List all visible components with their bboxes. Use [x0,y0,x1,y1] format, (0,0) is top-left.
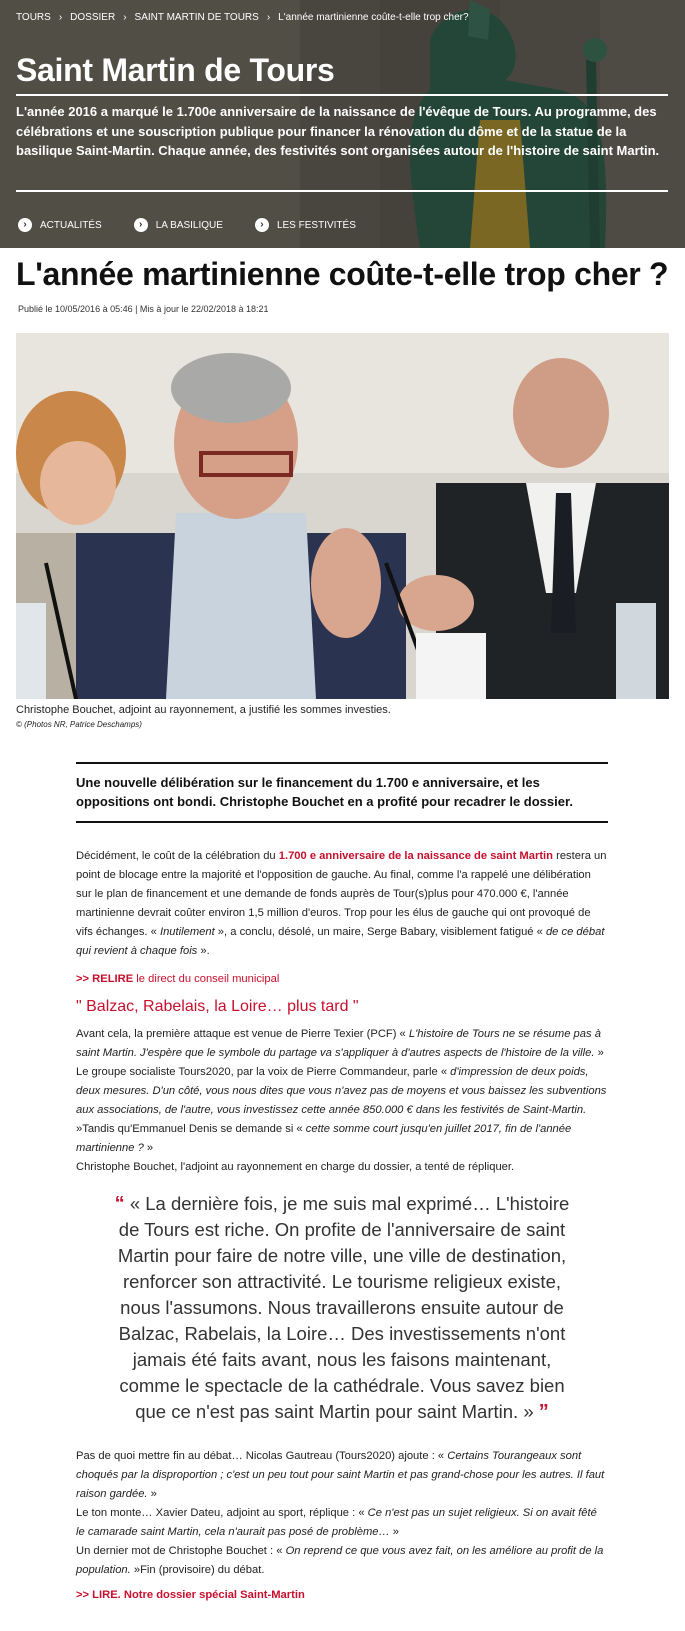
dossier-tabs [18,218,388,232]
breadcrumb-tours[interactable]: TOURS [16,12,51,23]
article-body [76,762,608,1605]
quote-text: de ce débat qui revient à chaque fois [76,926,605,957]
dossier-description: L'année 2016 a marqué le 1.700e anniversaire de la naissance de l'évêque de Tours. Au programme, des célébrations et une souscription publique pour financer la rénovation du dôme et de la statue de la basilique Saint-Martin. Chaque année, des festivités sont organisées autour de l'histoire de saint Martin. [16,104,660,158]
article-title: L'année martinienne coûte-t-elle trop cher ? [16,256,669,292]
text: Le groupe socialiste Tours2020, par la voix de Pierre Commandeur, parle « [76,1066,451,1078]
breadcrumb-dossier[interactable]: DOSSIER [70,12,116,23]
text: »Tandis qu'Emmanuel Denis se demande si « [76,1123,306,1135]
text: restera un point de blocage entre la majorité et l'opposition de gauche. Au final, comme l'a rappelé une délibération sur le plan de financement et une demande de fonds auprès de Tour(s)plus pour 470.000 €, l'année martinienne devrait coûter environ 1,5 million d'euros. Trop pour les élus de gauche qui ont provoqué de vifs échanges. « [76,850,607,938]
text: », a conclu, désolé, un maire, Serge Babary, visiblement fatigué « [214,926,546,938]
paragraph [76,1025,608,1177]
lire-line [76,1586,608,1605]
chevron-circle-icon: › [255,218,269,232]
quote-text: L'histoire de Tours ne se résume pas à saint Martin. J'espère que le symbole du partage va s'appliquer à d'autres aspects de l'histoire de la ville. [76,1028,601,1059]
chevron-circle-icon: › [134,218,148,232]
text: »Fin (provisoire) du débat. [130,1564,265,1576]
quote-text: Inutilement [159,926,215,938]
article-lead: Une nouvelle délibération sur le financement du 1.700 e anniversaire, et les oppositions ont bondi. Christophe Bouchet en a profité pour recadrer le dossier. [76,762,608,823]
quote-text: cette somme court jusqu'en juillet 2017, fin de l'année martinienne ? [76,1123,572,1154]
dossier-link[interactable]: >> LIRE. Notre dossier spécial Saint-Martin [76,1589,305,1601]
divider [16,94,668,96]
tab-la-basilique[interactable] [134,218,223,232]
subheading: " Balzac, Rabelais, la Loire… plus tard " [76,998,359,1015]
article-photo [16,333,669,699]
hero-banner [0,0,685,248]
photo-credit: © (Photos NR, Patrice Deschamps) [16,720,142,729]
text: Un dernier mot de Christophe Bouchet : « [76,1545,286,1557]
tab-label: ACTUALITÉS [40,219,102,231]
tab-les-festivites[interactable] [255,218,356,232]
paragraph [76,1447,608,1580]
tab-label: LES FESTIVITÉS [276,219,356,231]
paragraph [76,847,608,961]
chevron-right-icon: › [266,12,271,23]
text: » [143,1142,154,1154]
chevron-right-icon: › [58,12,63,23]
text: Pas de quoi mettre fin au débat… Nicolas Gautreau (Tours2020) ajoute : « [76,1450,448,1462]
open-quote-icon: “ [114,1193,125,1215]
relire-line [76,970,608,989]
anniversary-link[interactable]: 1.700 e anniversaire de la naissance de saint Martin [278,850,553,862]
text: » [147,1488,157,1500]
quote-text: d'impression de deux poids, deux mesures. D'un côté, vous nous dites que vous n'avez pas de moyens et vous baissez les subventions aux associations, de l'autre, vous investissez cette année 850.000 € dans les festivités de Saint-Martin. [76,1066,607,1116]
divider [16,190,668,192]
text: » [594,1047,604,1059]
breadcrumb-saint-martin[interactable]: SAINT MARTIN DE TOURS [134,12,259,23]
text: Avant cela, la première attaque est venue de Pierre Texier (PCF) « [76,1028,409,1040]
text: Le ton monte… Xavier Dateu, adjoint au sport, réplique : « [76,1507,368,1519]
breadcrumb [16,12,469,23]
pull-quote-text: « La dernière fois, je me suis mal exprimé… L'histoire de Tours est riche. On profite de l'anniversaire de saint Martin pour faire de notre ville, une ville de destination, renforcer son attractivité. Le tourisme religieux existe, nous l'assumons. Nous travaillerons ensuite autour de Balzac, Rabelais, la Loire… Des investissements n'ont jamais été faits avant, nous les faisons maintenant, comme le spectacle de la cathédrale. Vous savez bien que ce n'est pas saint Martin pour saint Martin. » [117,1193,570,1422]
quote-text: Ce n'est pas un sujet religieux. Si on avait fêté le camarade saint Martin, cela n'aurait pas posé de problème… [76,1507,597,1538]
tab-label: LA BASILIQUE [155,219,223,231]
breadcrumb-current: L'année martinienne coûte-t-elle trop cher? [278,12,469,23]
photo-caption: Christophe Bouchet, adjoint au rayonnement, a justifié les sommes investies. [16,704,391,716]
relire-link-prefix[interactable]: >> RELIRE [76,973,134,985]
close-quote-icon: ” [538,1401,549,1423]
dossier-title: Saint Martin de Tours [16,52,335,88]
tab-actualites[interactable] [18,218,102,232]
text: » [389,1526,400,1538]
text: Décidément, le coût de la célébration du [76,850,279,862]
quote-text: On reprend ce que vous avez fait, on les améliore au profit de la population. [76,1545,604,1576]
text: ». [197,945,210,957]
quote-text: Certains Tourangeaux sont choqués par la disproportion ; c'est un peu tout pour saint Martin et pas grand-chose pour les autres. Il faut raison gardée. [76,1450,605,1500]
text: Christophe Bouchet, l'adjoint au rayonnement en charge du dossier, a tenté de répliquer. [76,1161,515,1173]
chevron-circle-icon: › [18,218,32,232]
chevron-right-icon: › [123,12,127,23]
relire-link[interactable]: le direct du conseil municipal [133,973,280,985]
pull-quote [76,1191,608,1425]
article-meta: Publié le 10/05/2016 à 05:46 | Mis à jour le 22/02/2018 à 18:21 [18,304,269,314]
